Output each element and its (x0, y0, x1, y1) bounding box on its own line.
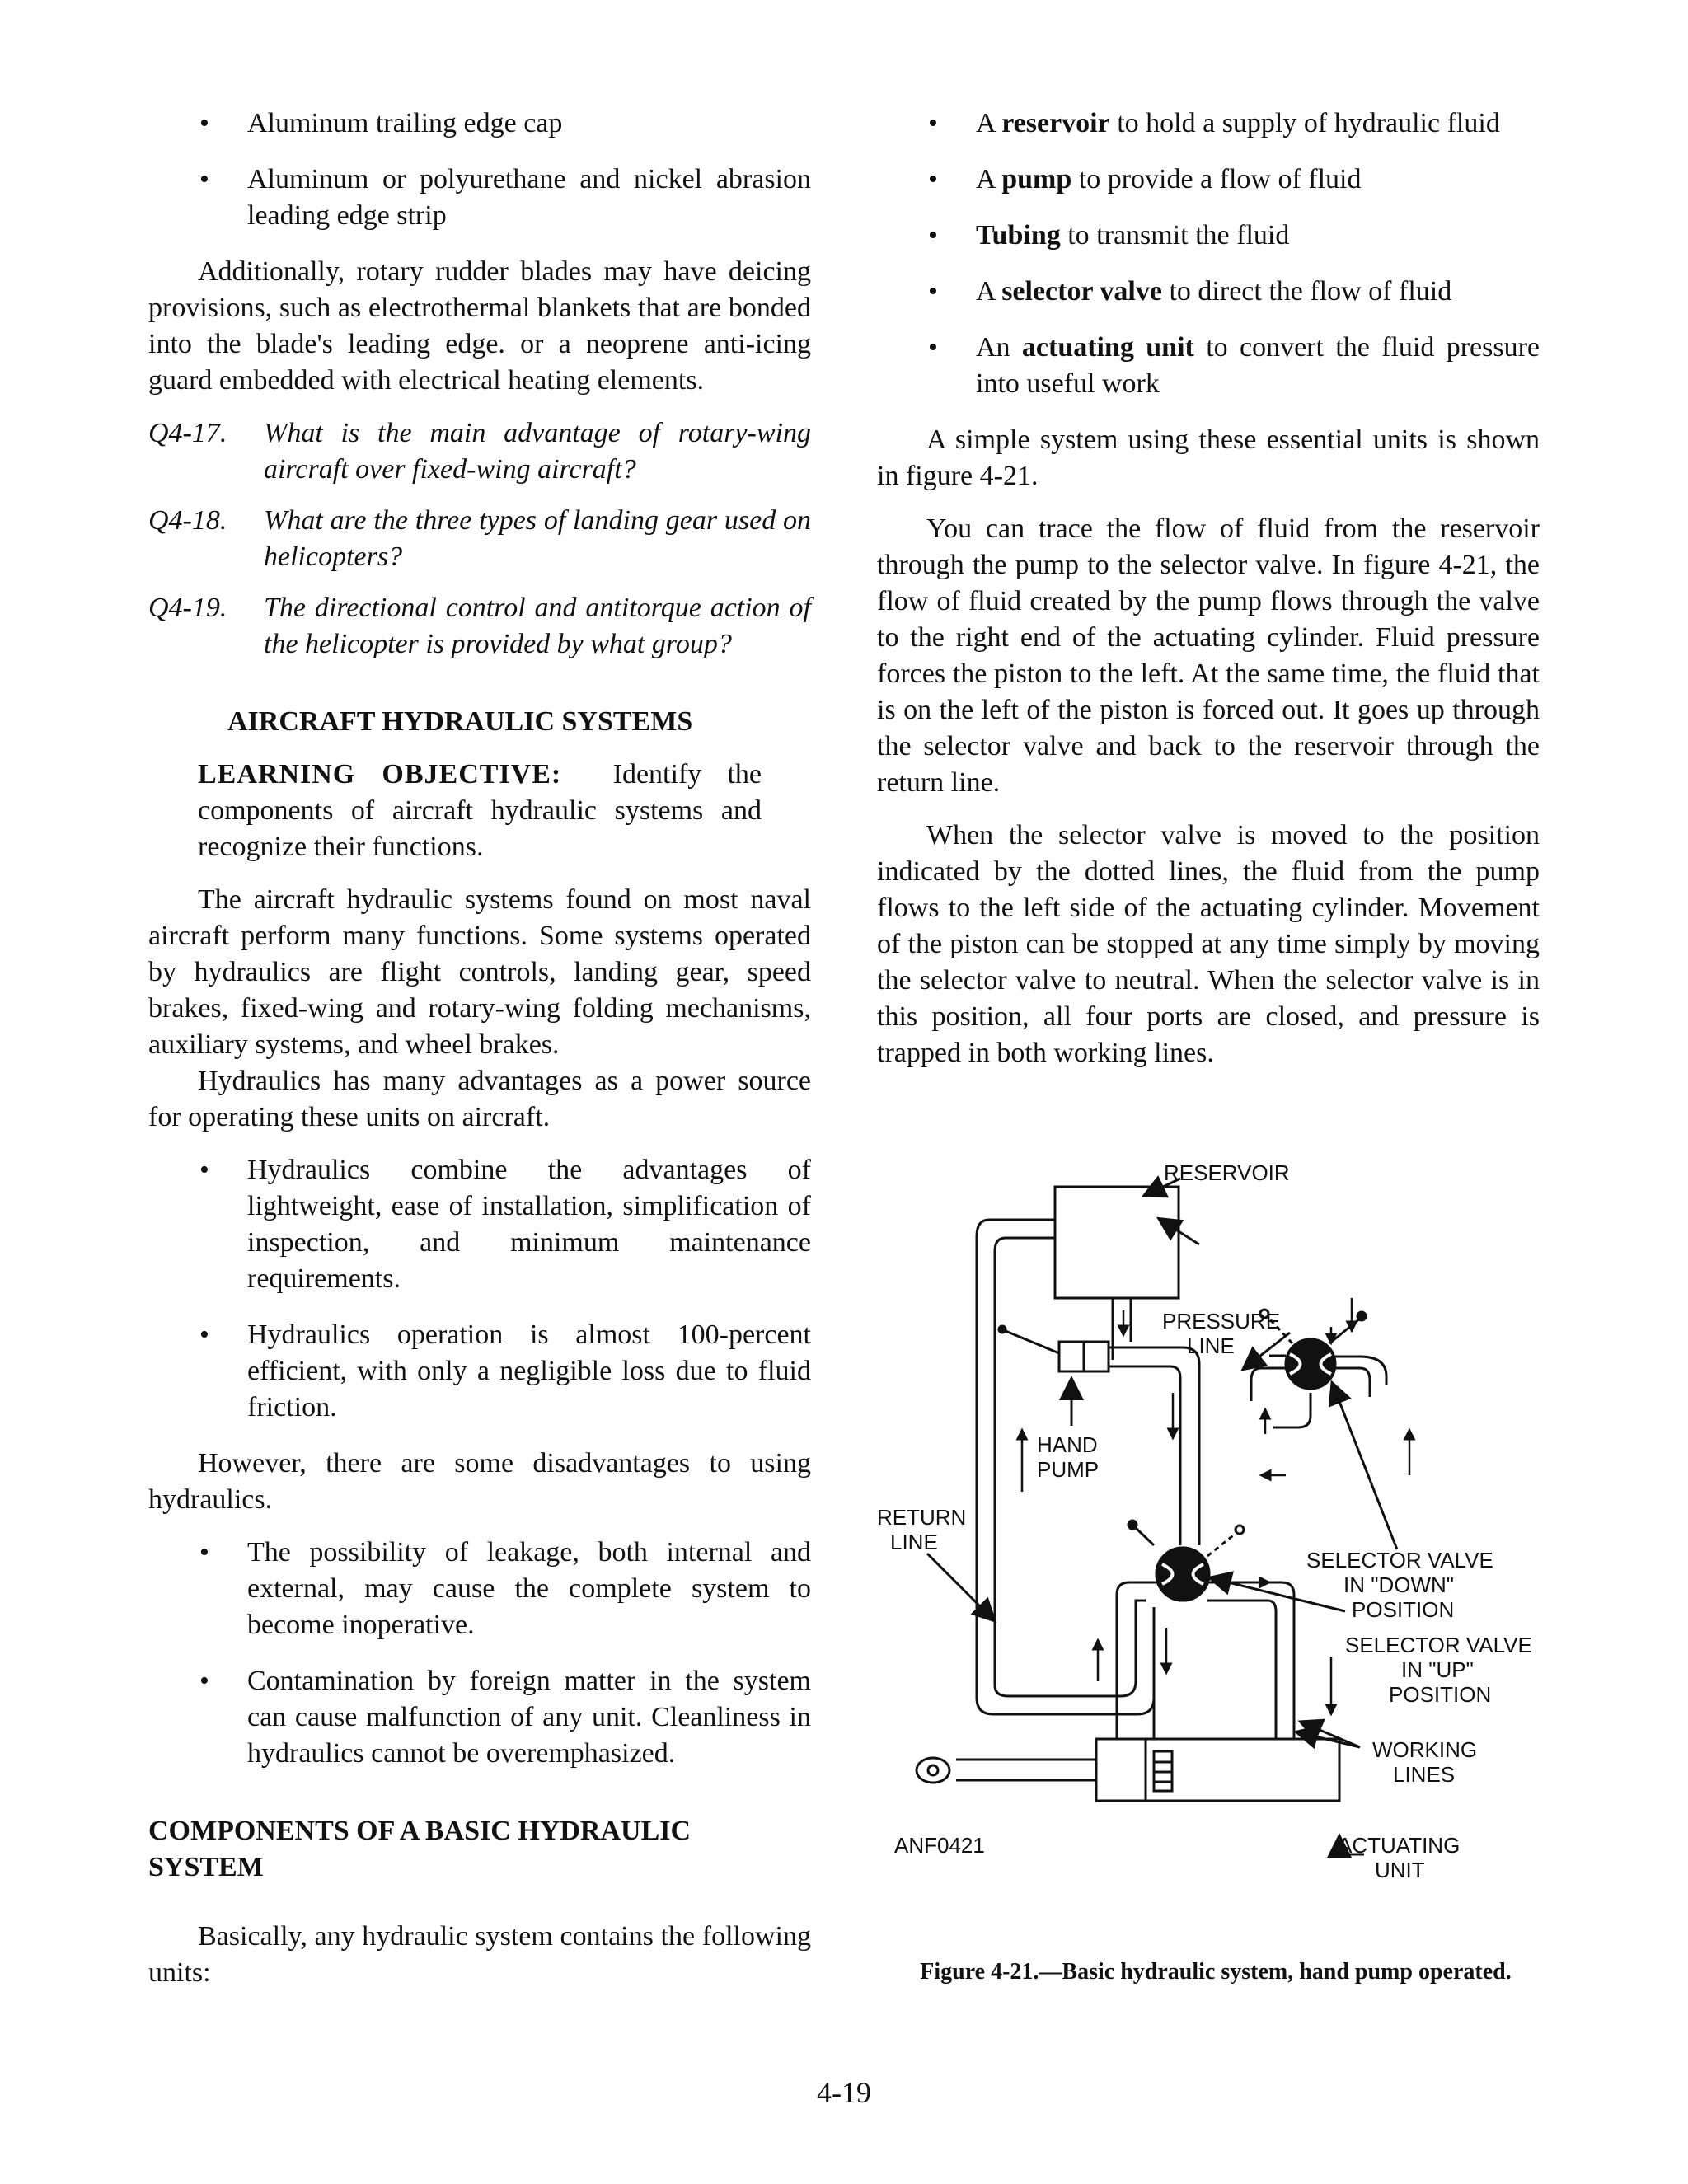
review-question (148, 590, 811, 663)
blade-features-list (148, 105, 811, 234)
advantages-list (148, 1152, 811, 1426)
learning-objective (198, 757, 762, 865)
question-number: Q4-18. (148, 505, 227, 536)
fluid-flow-paragraph: You can trace the flow of fluid from the reservoir through the pump to the selector valve. In figure 4-21, the flow of fluid created by the pump flows through the valve to the right end of the actuating cylinder. Fluid pressure forces the piston to the left. At the same time, the fluid that is on the left of the piston is forced out. It goes up through the selector valve and back to the reservoir through the return line. (877, 513, 1540, 798)
list-item: • A selector valve to direct the flow of fluid (877, 274, 1540, 310)
list-item: • Hydraulics combine the advantages of lightweight, ease of installation, simplification of inspection, and minimum maintenance requirements. (148, 1152, 811, 1297)
selector-valve-paragraph: When the selector valve is moved to the position indicated by the dotted lines, the fluid from the pump flows to the left side of the actuating cylinder. Movement of the piston can be stopped at any time simply by moving the selector valve to neutral. When the selector valve is in this position, all four ports are closed, and pressure is trapped in both working lines. (877, 820, 1540, 1068)
review-question (148, 503, 811, 575)
label-hand-pump: PUMP (1037, 1457, 1100, 1482)
figure-caption: Figure 4-21.—Basic hydraulic system, hand pump operated. (920, 1959, 1512, 1985)
label-selector-valve-up: POSITION (1389, 1682, 1492, 1707)
label-selector-valve-down: SELECTOR VALVE (1306, 1548, 1493, 1572)
disadvantages-list (148, 1535, 811, 1772)
actuating-unit (1096, 1739, 1339, 1801)
list-item: • Aluminum or polyurethane and nickel abrasion leading edge strip (148, 162, 811, 234)
list-item: • Hydraulics operation is almost 100-percent efficient, with only a negligible loss due to fluid friction. (148, 1317, 811, 1426)
label-selector-valve-up: IN "UP" (1401, 1657, 1474, 1682)
hydraulic-system-diagram (874, 1146, 1558, 1904)
question-text: What is the main advantage of rotary-wing aircraft over fixed-wing aircraft? (264, 418, 811, 485)
question-text: The directional control and antitorque action of the helicopter is provided by what group? (264, 593, 811, 659)
units-intro-paragraph: Basically, any hydraulic system contains the following units: (148, 1921, 811, 1988)
question-text: What are the three types of landing gear used on helicopters? (264, 505, 811, 572)
label-selector-valve-up: SELECTOR VALVE (1345, 1633, 1532, 1657)
label-selector-valve-down: IN "DOWN" (1343, 1572, 1454, 1597)
section-heading-components: COMPONENTS OF A BASIC HYDRAULIC SYSTEM (148, 1816, 692, 1882)
learning-objective-label: LEARNING OBJECTIVE: (198, 759, 562, 790)
list-item: • The possibility of leakage, both internal and external, may cause the complete system to become inoperative. (148, 1535, 811, 1643)
figure-code: ANF0421 (894, 1833, 985, 1858)
diagram-svg (874, 1146, 1558, 1904)
hydraulic-intro-paragraph: The aircraft hydraulic systems found on most naval aircraft perform many functions. Some systems operated by hydraulics are flight controls, landing gear, speed brakes, fixed-wing and rotary-wing folding mechanisms, auxiliary systems, and wheel brakes. (148, 884, 811, 1060)
learning-objective-text: Identify the components of aircraft hydraulic systems and recognize their functions. (198, 759, 762, 862)
list-item: • An actuating unit to convert the fluid pressure into useful work (877, 330, 1540, 402)
label-reservoir: RESERVOIR (1164, 1160, 1290, 1185)
right-column (877, 105, 1540, 1088)
label-selector-valve-down: POSITION (1352, 1597, 1455, 1622)
label-pressure-line: LINE (1187, 1333, 1235, 1358)
label-working-lines: WORKING (1372, 1737, 1478, 1762)
disadvantages-intro-paragraph: However, there are some disadvantages to using hydraulics. (148, 1448, 811, 1515)
label-pressure-line: PRESSURE (1162, 1309, 1281, 1333)
deicing-paragraph: Additionally, rotary rudder blades may have deicing provisions, such as electrothermal blankets that are bonded into the blade's leading edge. or a neoprene anti-icing guard embedded with electrical heating elements. (148, 256, 811, 396)
page-number: 4-19 (817, 2076, 871, 2109)
review-question (148, 415, 811, 488)
label-working-lines: LINES (1393, 1762, 1456, 1787)
label-return-line: LINE (890, 1530, 938, 1554)
label-hand-pump: HAND (1037, 1432, 1098, 1457)
list-item: • A reservoir to hold a supply of hydraulic fluid (877, 105, 1540, 142)
left-column (148, 105, 811, 2008)
figure-reference-paragraph: A simple system using these essential units is shown in figure 4-21. (877, 424, 1540, 491)
list-item: • Tubing to transmit the fluid (877, 218, 1540, 254)
advantages-intro-paragraph: Hydraulics has many advantages as a power source for operating these units on aircraft. (148, 1066, 811, 1132)
selector-valve-down (1286, 1339, 1335, 1389)
list-item: • Aluminum trailing edge cap (148, 105, 811, 142)
reservoir-tank (1055, 1187, 1179, 1298)
list-item: • A pump to provide a flow of fluid (877, 162, 1540, 198)
label-return-line: RETURN (877, 1505, 967, 1530)
section-heading-hydraulic-systems: AIRCRAFT HYDRAULIC SYSTEMS (227, 706, 693, 737)
hydraulic-units-list (877, 105, 1540, 402)
label-actuating-unit: ACTUATING (1338, 1833, 1461, 1858)
list-item: • Contamination by foreign matter in the system can cause malfunction of any unit. Cleanliness in hydraulics cannot be overemphasized. (148, 1663, 811, 1772)
label-actuating-unit: UNIT (1375, 1858, 1425, 1882)
question-number: Q4-17. (148, 418, 227, 448)
question-number: Q4-19. (148, 593, 227, 623)
pressure-line-pipe (1113, 1298, 1131, 1360)
